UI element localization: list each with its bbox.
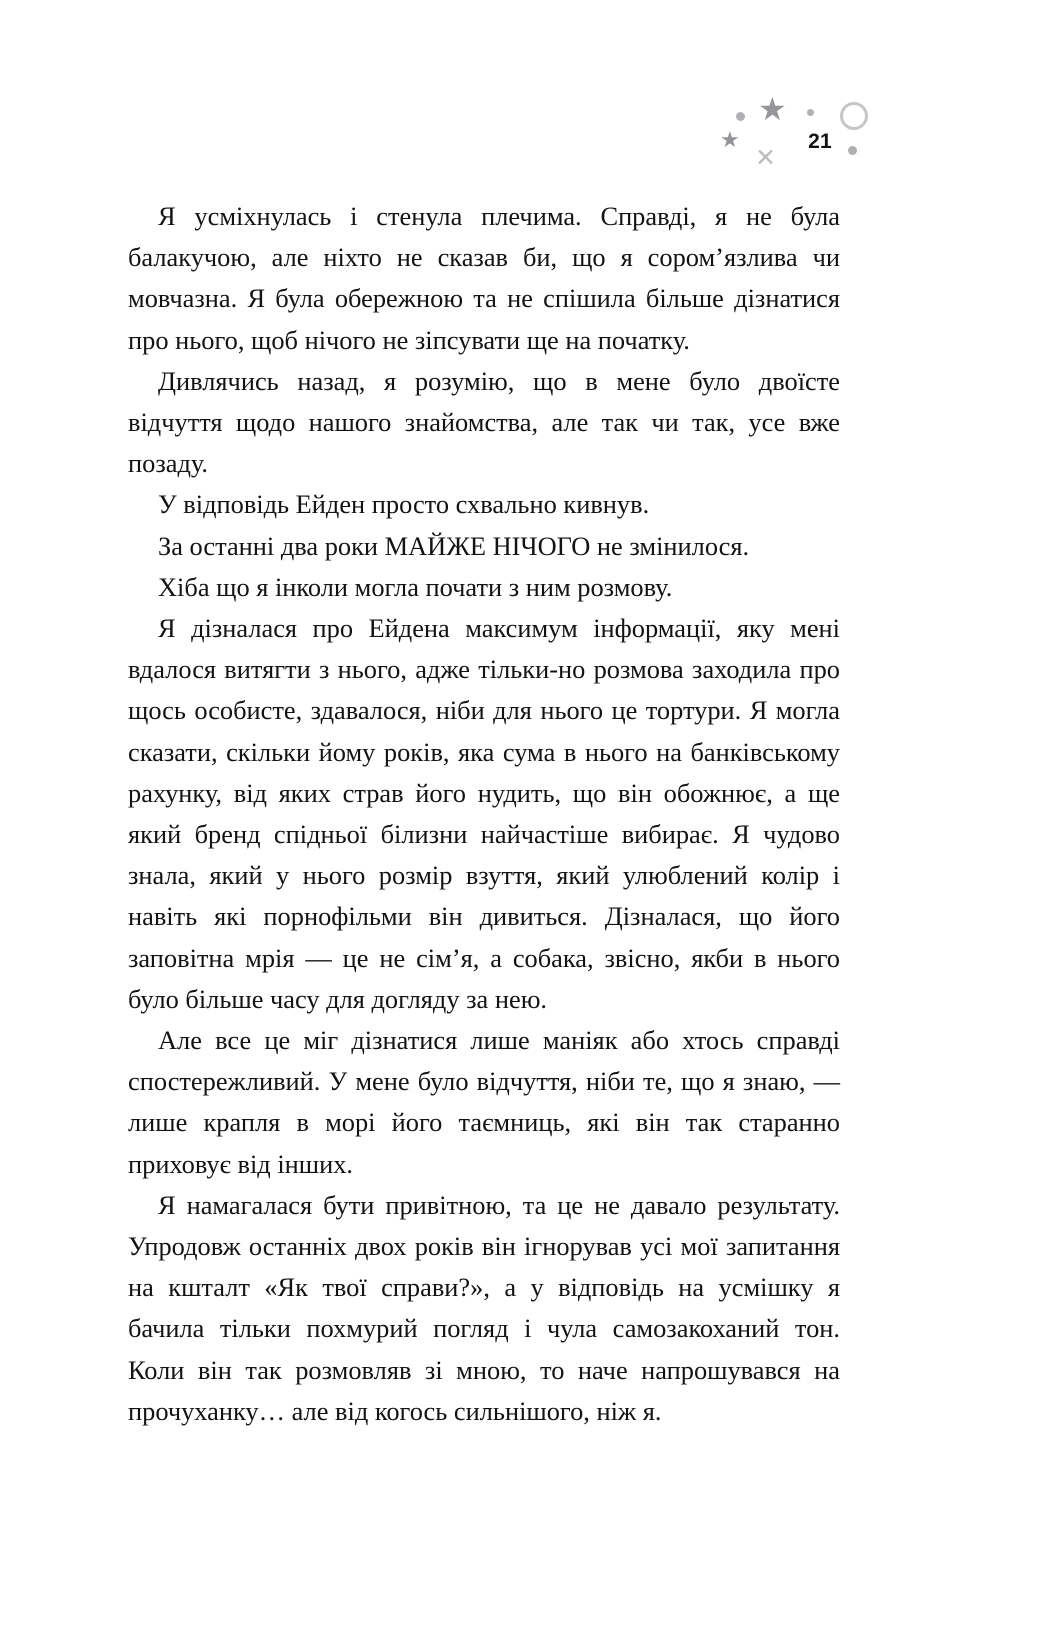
body-text-block bbox=[128, 196, 840, 1432]
paragraph: Дивлячись назад, я розумію, що в мене було двоїсте відчуття щодо нашого знайомства, але так чи так, усе вже позаду. bbox=[128, 365, 840, 479]
paragraph: Хіба що я інколи могла почати з ним розмову. bbox=[158, 571, 673, 602]
ornament-dot-small-right bbox=[807, 109, 814, 116]
paragraph: У відповідь Ейден просто схвально кивнув. bbox=[158, 489, 650, 520]
paragraph: Я усміхнулась і стенула плечима. Справді, я не була балакучою, але ніхто не сказав би, що я сором’язлива чи мовчазна. Я була обережною та не спішила більше дізнатися про нього, щоб нічого не зіпсувати ще на початку. bbox=[128, 201, 840, 355]
paragraph: Я намагалася бути привітною, та це не давало результату. Упродовж останніх двох років він ігнорував усі мої запитання на кшталт «Як твої справи?», а у відповідь на усмішку я бачила тільки похмурий погляд і чула самозакоханий тон. Коли він так розмовляв зі мною, то наче напрошувався на прочуханку… але від когось сильнішого, ніж я. bbox=[128, 1189, 840, 1426]
ornament-dot-lower-right bbox=[848, 146, 857, 155]
ornament-ring-circle bbox=[840, 102, 868, 130]
ornament-cross-icon: ✕ bbox=[755, 143, 776, 172]
paragraph: За останні два роки МАЙЖЕ НІЧОГО не змінилося. bbox=[158, 530, 750, 561]
paragraph: Але все це міг дізнатися лише маніяк або хтось справді спостережливий. У мене було відчуття, ніби те, що я знаю, — лише крапля в морі його таємниць, які він так старанно приховує від інших. bbox=[128, 1025, 840, 1179]
paragraph: Я дізналася про Ейдена максимум інформації, яку мені вдалося витягти з нього, адже тільки-но розмова заходила про щось особисте, здавалося, ніби для нього це тортури. Я могла сказати, скільки йому років, яка сума в нього на банківському рахунку, від яких страв його нудить, що він обожнює, а ще який бренд спідньої білизни найчастіше вибирає. Я чудово знала, який у нього розмір взуття, який улюблений колір і навіть які порнофільми він дивиться. Дізналася, що його заповітна мрія — це не сім’я, а собака, звісно, якби в нього було більше часу для догляду за нею. bbox=[128, 613, 840, 1014]
page-number: 21 bbox=[808, 130, 832, 153]
ornament-star-small: ★ bbox=[720, 128, 740, 153]
ornament-star-large: ★ bbox=[758, 90, 787, 128]
ornament-dot-small-left bbox=[736, 112, 745, 121]
